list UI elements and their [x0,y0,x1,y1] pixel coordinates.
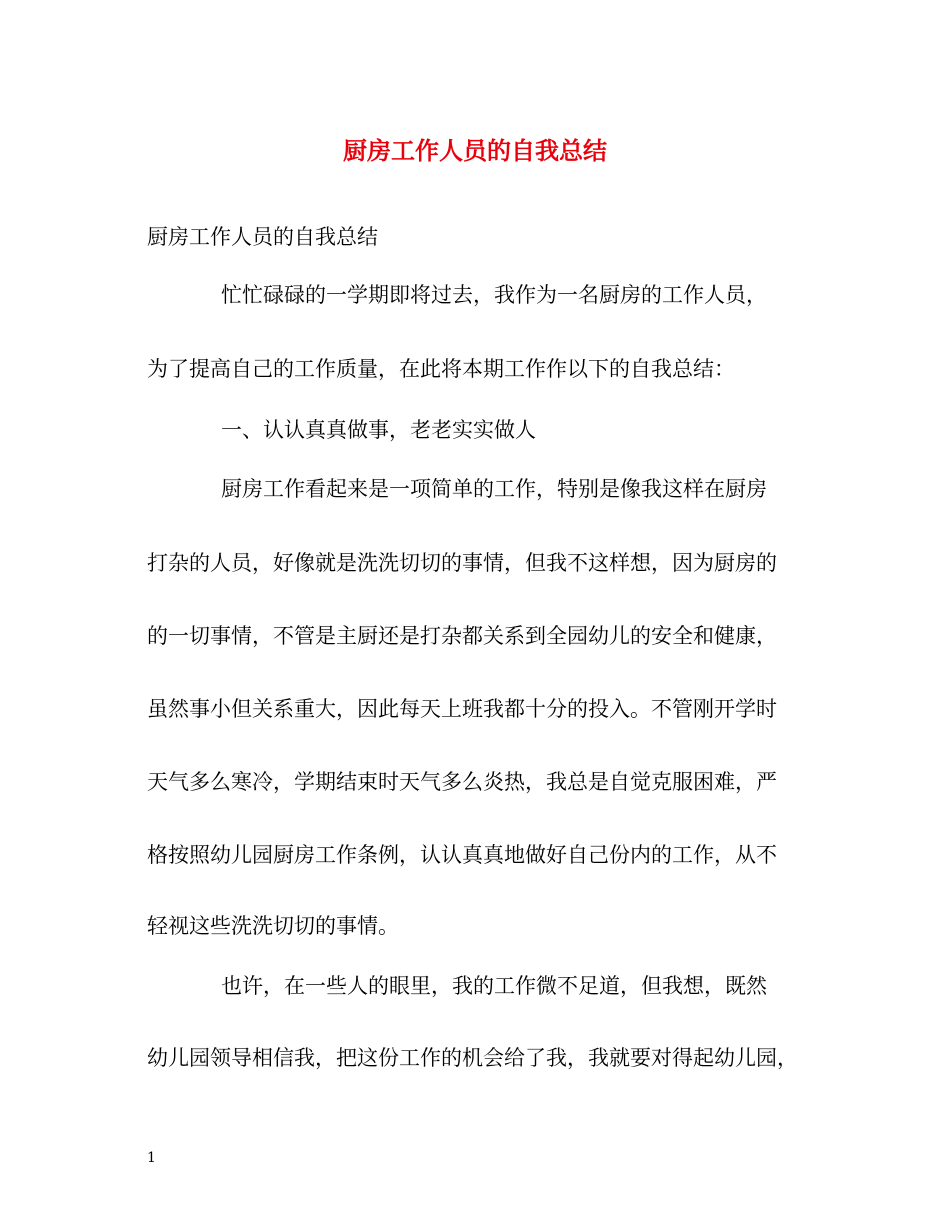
paragraph-line: 忙忙碌碌的一学期即将过去，我作为一名厨房的工作人员， [221,283,767,307]
paragraph-line: 的一切事情，不管是主厨还是打杂都关系到全园幼儿的安全和健康， [147,624,777,648]
paragraph-line: 也许，在一些人的眼里，我的工作微不足道，但我想，既然 [221,974,767,998]
page-number: 1 [147,1150,156,1166]
subtitle-line: 厨房工作人员的自我总结 [147,225,378,249]
document-title: 厨房工作人员的自我总结 [343,136,607,165]
paragraph-line: 幼儿园领导相信我，把这份工作的机会给了我，我就要对得起幼儿园， [147,1046,798,1070]
paragraph-line: 格按照幼儿园厨房工作条例，认认真真地做好自己份内的工作，从不 [147,843,777,867]
paragraph-line: 虽然事小但关系重大，因此每天上班我都十分的投入。不管刚开学时 [147,697,777,721]
paragraph-line: 轻视这些洗洗切切的事情。 [147,914,399,938]
paragraph-line: 天气多么寒冷，学期结束时天气多么炎热，我总是自觉克服困难，严 [147,770,777,794]
paragraph-line: 打杂的人员，好像就是洗洗切切的事情，但我不这样想，因为厨房的 [147,551,777,575]
section-heading: 一、认认真真做事，老老实实做人 [221,418,536,442]
paragraph-line: 厨房工作看起来是一项简单的工作，特别是像我这样在厨房 [221,477,767,501]
paragraph-line: 为了提高自己的工作质量，在此将本期工作作以下的自我总结： [147,357,735,381]
